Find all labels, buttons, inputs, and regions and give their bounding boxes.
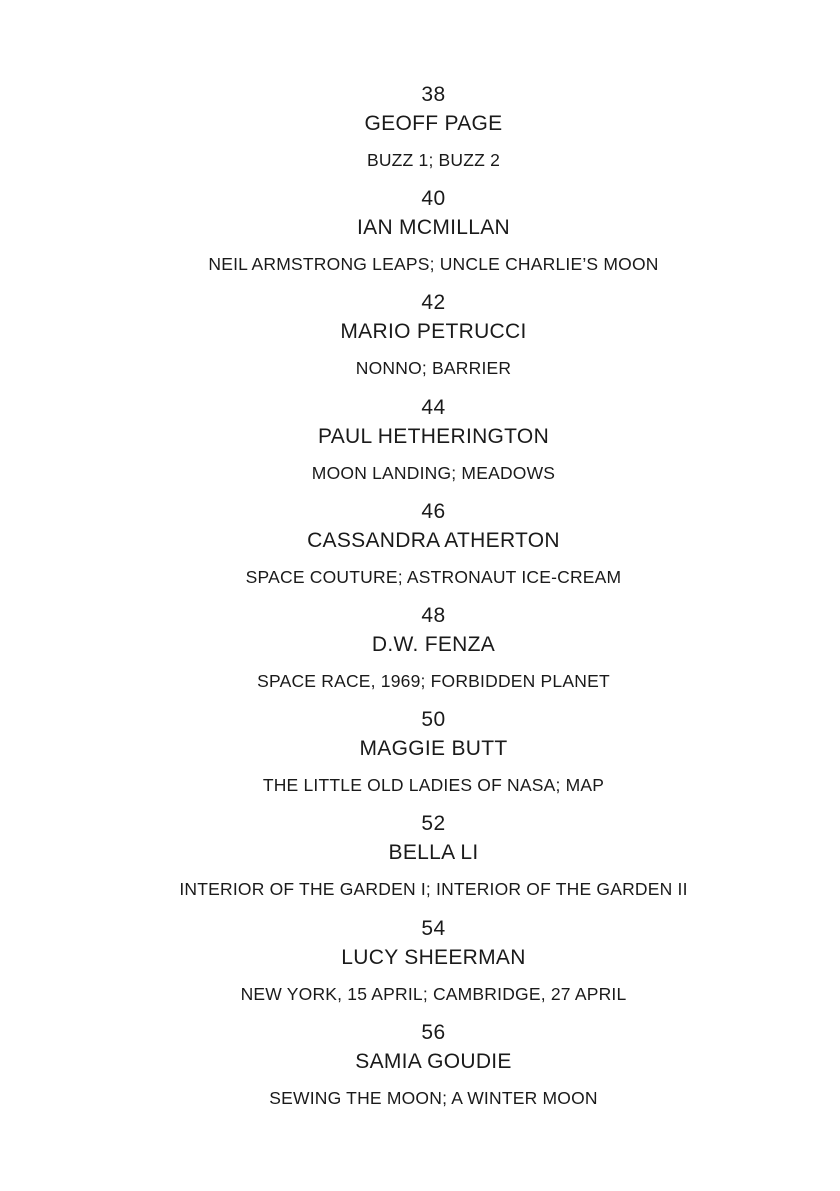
- entry-titles: INTERIOR OF THE GARDEN I; INTERIOR OF THE GARDEN II: [179, 879, 688, 900]
- toc-entry: [0, 706, 840, 810]
- toc-entry: [0, 81, 840, 185]
- entry-author: BELLA LI: [388, 841, 479, 865]
- entry-author: GEOFF PAGE: [364, 112, 503, 135]
- toc-entry: [0, 185, 840, 289]
- entry-author: IAN MCMILLAN: [357, 216, 510, 240]
- toc-entry: [0, 1019, 840, 1123]
- toc-entry: [0, 602, 840, 706]
- entry-page-number: 54: [421, 916, 446, 940]
- toc-entries: [0, 81, 840, 1123]
- entry-titles: MOON LANDING; MEADOWS: [311, 462, 556, 483]
- entry-titles: SPACE COUTURE; ASTRONAUT ICE-CREAM: [245, 566, 622, 587]
- entry-titles: NONNO; BARRIER: [355, 358, 512, 379]
- entry-author: PAUL HETHERINGTON: [317, 424, 550, 448]
- entry-page-number: 46: [421, 499, 446, 523]
- entry-page-number: 50: [421, 708, 446, 732]
- entry-author: D.W. FENZA: [371, 632, 496, 656]
- toc-entry: [0, 289, 840, 393]
- entry-author: CASSANDRA ATHERTON: [307, 528, 560, 552]
- entry-titles: SEWING THE MOON; A WINTER MOON: [269, 1087, 598, 1108]
- entry-titles: THE LITTLE OLD LADIES OF NASA; MAP: [262, 775, 605, 796]
- entry-titles: NEIL ARMSTRONG LEAPS; UNCLE CHARLIE’S MOON: [208, 254, 659, 275]
- toc-entry: [0, 498, 840, 602]
- entry-author: MARIO PETRUCCI: [340, 320, 527, 344]
- entry-author: SAMIA GOUDIE: [355, 1049, 512, 1073]
- entry-titles: NEW YORK, 15 APRIL; CAMBRIDGE, 27 APRIL: [240, 983, 627, 1004]
- entry-page-number: 38: [421, 83, 446, 106]
- entry-page-number: 44: [421, 395, 446, 419]
- entry-page-number: 56: [421, 1020, 446, 1044]
- entry-page-number: 42: [421, 291, 446, 315]
- toc-entry: [0, 915, 840, 1019]
- entry-page-number: 40: [421, 187, 446, 211]
- toc-entry: [0, 394, 840, 498]
- entry-author: LUCY SHEERMAN: [341, 945, 526, 969]
- table-of-contents: [0, 81, 840, 1123]
- entry-author: MAGGIE BUTT: [359, 737, 508, 761]
- entry-titles: SPACE RACE, 1969; FORBIDDEN PLANET: [257, 670, 610, 691]
- entry-page-number: 48: [421, 603, 446, 627]
- entry-titles: BUZZ 1; BUZZ 2: [366, 150, 501, 170]
- toc-entry: [0, 810, 840, 914]
- entry-page-number: 52: [421, 812, 446, 836]
